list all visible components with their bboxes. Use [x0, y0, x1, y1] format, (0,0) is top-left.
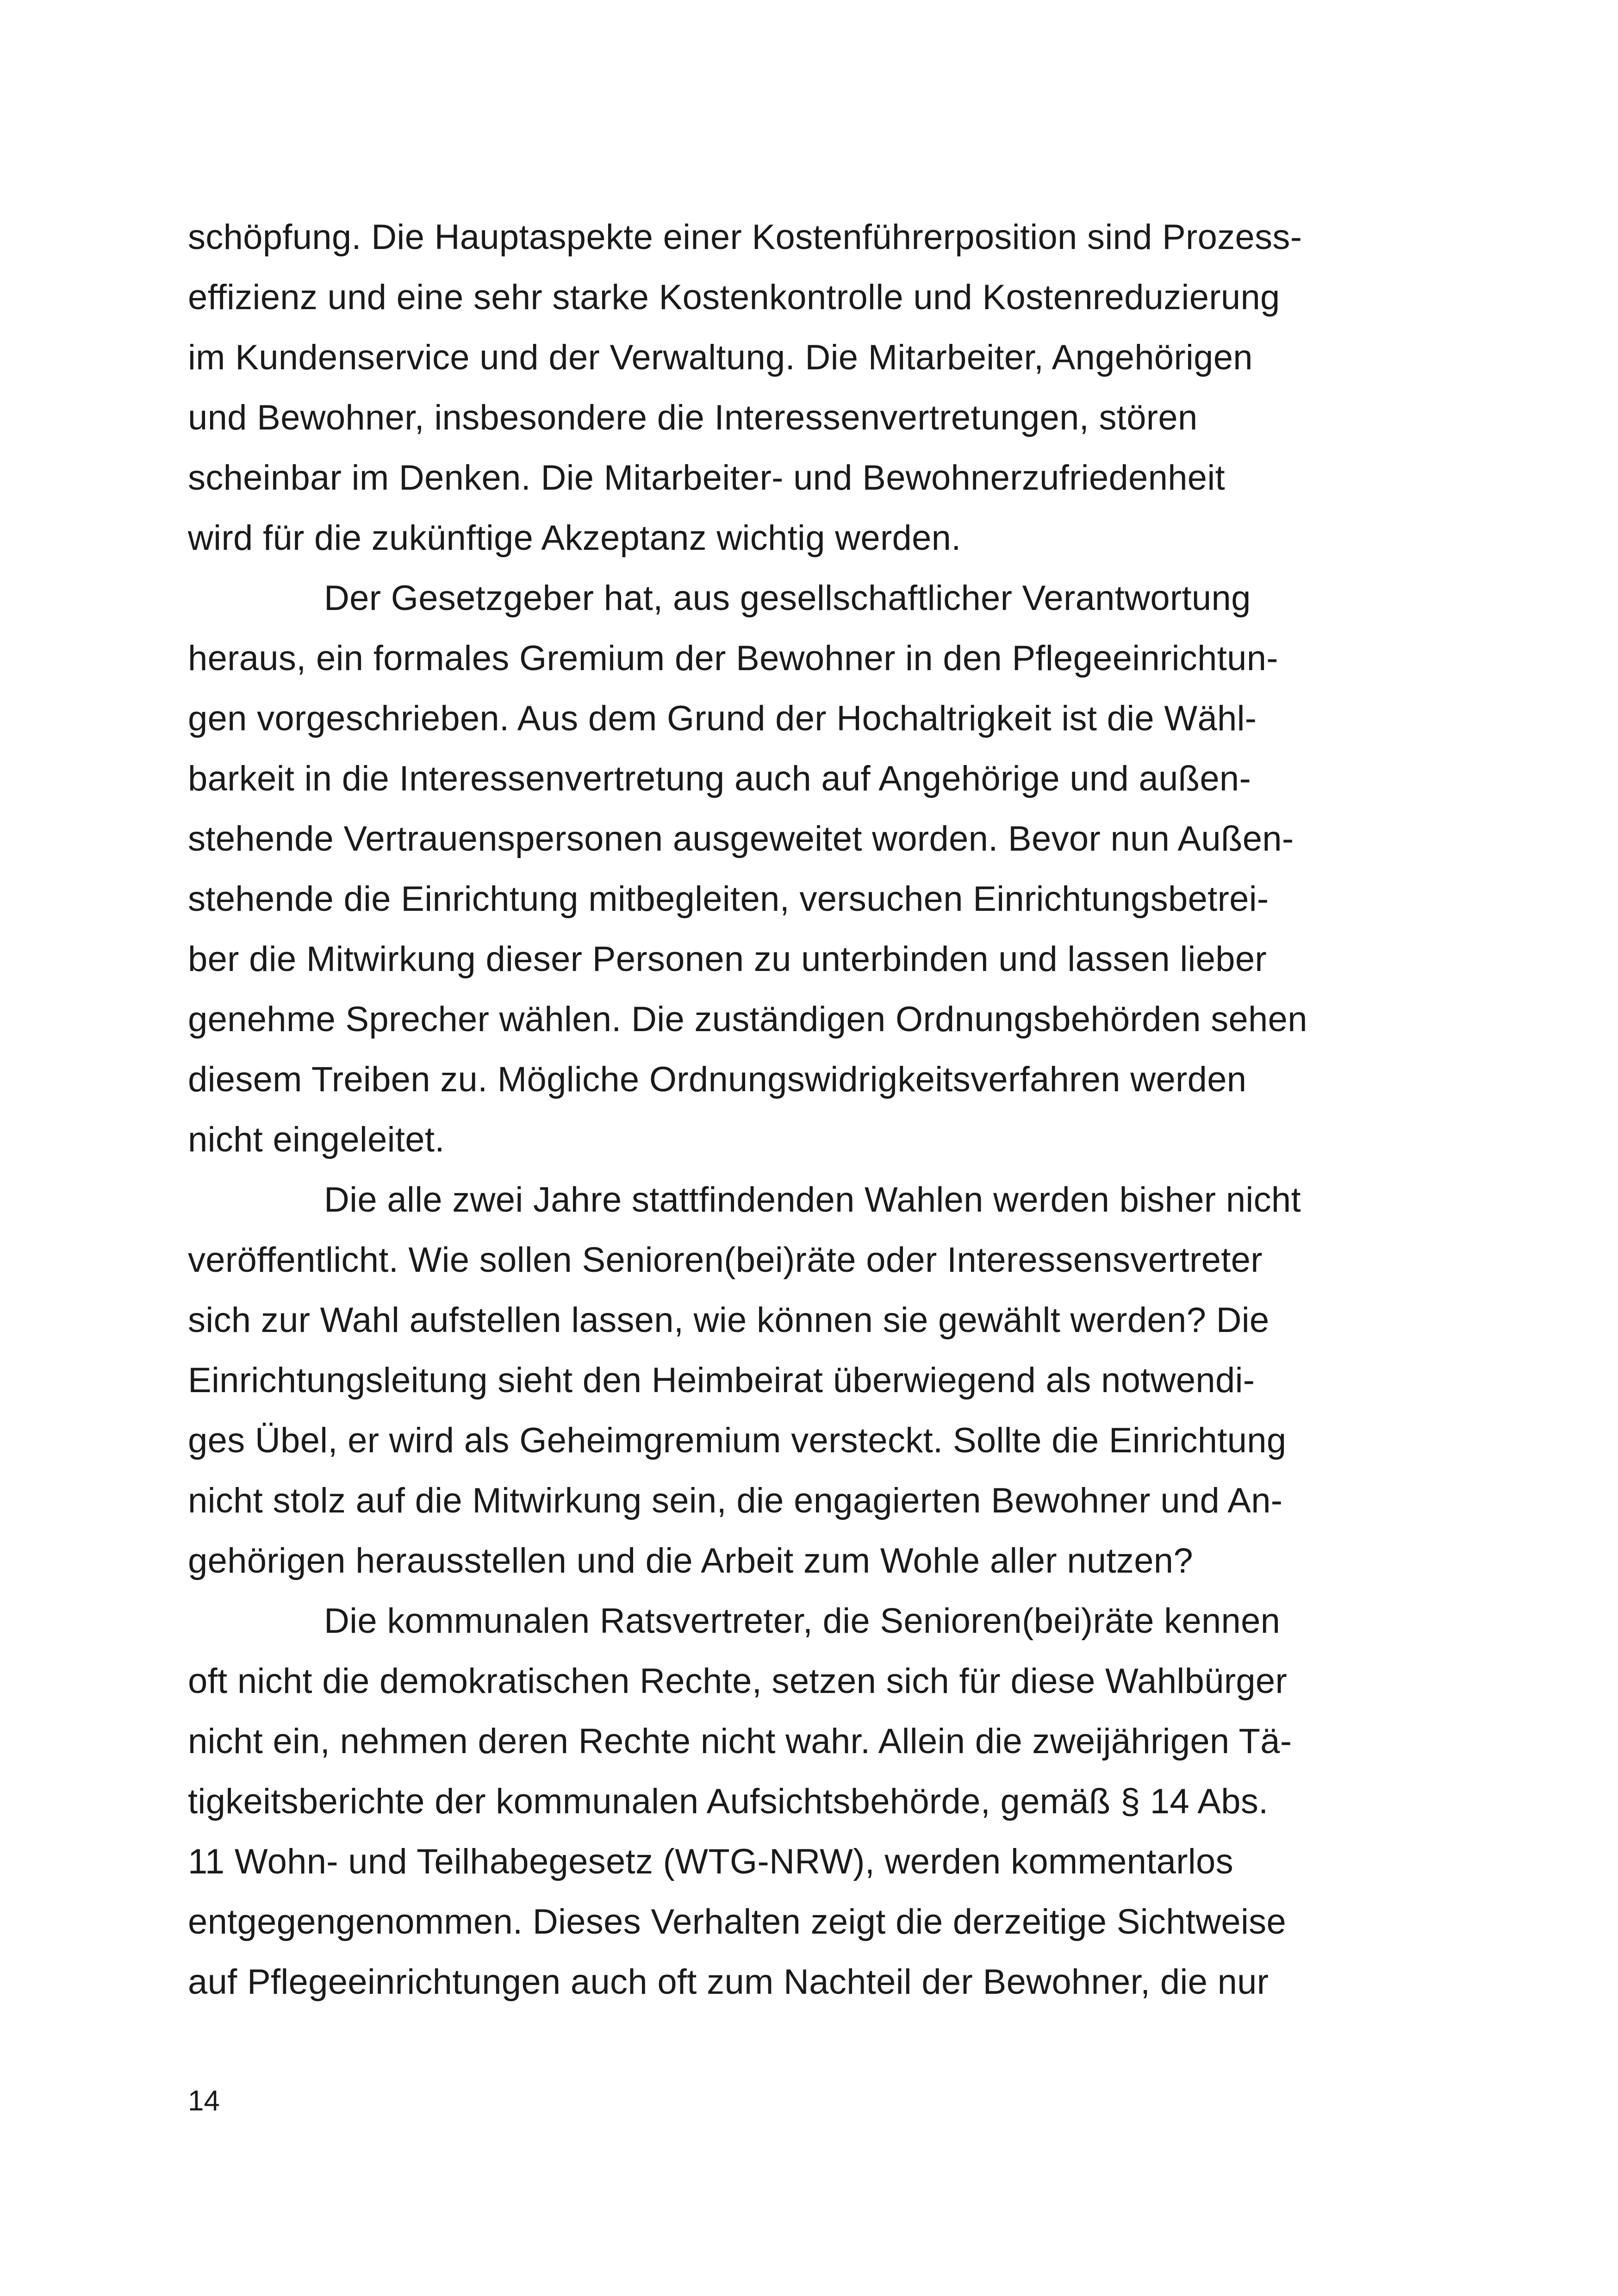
- text-line: wird für die zukünftige Akzeptanz wichtig werden.: [188, 518, 961, 558]
- text-line: stehende die Einrichtung mitbegleiten, versuchen Einrichtungsbetrei-: [188, 879, 1269, 919]
- text-line: schöpfung. Die Hauptaspekte einer Kostenführerposition sind Prozess-: [188, 218, 1302, 257]
- text-line: gehörigen herausstellen und die Arbeit zum Wohle aller nutzen?: [188, 1541, 1193, 1580]
- text-line: 11 Wohn- und Teilhabegesetz (WTG-NRW), werden kommentarlos: [188, 1842, 1233, 1881]
- text-line: veröffentlicht. Wie sollen Senioren(bei)räte oder Interessensvertreter: [188, 1240, 1263, 1280]
- text-line: im Kundenservice und der Verwaltung. Die Mitarbeiter, Angehörigen: [188, 338, 1253, 377]
- text-line: entgegengenommen. Dieses Verhalten zeigt die derzeitige Sichtweise: [188, 1902, 1287, 1941]
- text-line: diesem Treiben zu. Mögliche Ordnungswidrigkeitsverfahren werden: [188, 1060, 1247, 1099]
- text-line: stehende Vertrauenspersonen ausgeweitet worden. Bevor nun Außen-: [188, 819, 1294, 859]
- text-line: genehme Sprecher wählen. Die zuständigen Ordnungsbehörden sehen: [188, 1000, 1307, 1039]
- text-line: Einrichtungsleitung sieht den Heimbeirat überwiegend als notwendi-: [188, 1361, 1255, 1400]
- text-line: ber die Mitwirkung dieser Personen zu unterbinden und lassen lieber: [188, 940, 1267, 979]
- paragraph-first-line: Der Gesetzgeber hat, aus gesellschaftlicher Verantwortung: [324, 579, 1251, 618]
- text-line: gen vorgeschrieben. Aus dem Grund der Hochaltrigkeit ist die Wähl-: [188, 699, 1257, 738]
- paragraph-first-line: Die alle zwei Jahre stattfindenden Wahlen werden bisher nicht: [324, 1180, 1301, 1220]
- text-line: barkeit in die Interessenvertretung auch auf Angehörige und außen-: [188, 759, 1251, 798]
- text-line: nicht eingeleitet.: [188, 1120, 445, 1159]
- page-number: 14: [188, 2085, 220, 2117]
- paragraph-first-line: Die kommunalen Ratsvertreter, die Senioren(bei)räte kennen: [324, 1601, 1281, 1641]
- text-line: scheinbar im Denken. Die Mitarbeiter- und Bewohnerzufriedenheit: [188, 458, 1225, 498]
- text-line: nicht ein, nehmen deren Rechte nicht wahr. Allein die zweijährigen Tä-: [188, 1722, 1292, 1761]
- text-line: sich zur Wahl aufstellen lassen, wie können sie gewählt werden? Die: [188, 1300, 1270, 1340]
- text-line: oft nicht die demokratischen Rechte, setzen sich für diese Wahlbürger: [188, 1661, 1288, 1701]
- text-line: auf Pflegeeinrichtungen auch oft zum Nachteil der Bewohner, die nur: [188, 1962, 1269, 2002]
- text-line: und Bewohner, insbesondere die Interessenvertretungen, stören: [188, 398, 1198, 437]
- text-line: ges Übel, er wird als Geheimgremium versteckt. Sollte die Einrichtung: [188, 1421, 1287, 1460]
- text-line: nicht stolz auf die Mitwirkung sein, die engagierten Bewohner und An-: [188, 1481, 1283, 1520]
- body-text: [188, 207, 1419, 2012]
- text-line: tigkeitsberichte der kommunalen Aufsichtsbehörde, gemäß § 14 Abs.: [188, 1782, 1269, 1821]
- text-line: heraus, ein formales Gremium der Bewohner in den Pflegeeinrichtun-: [188, 639, 1278, 678]
- text-line: effizienz und eine sehr starke Kostenkontrolle und Kostenreduzierung: [188, 278, 1280, 317]
